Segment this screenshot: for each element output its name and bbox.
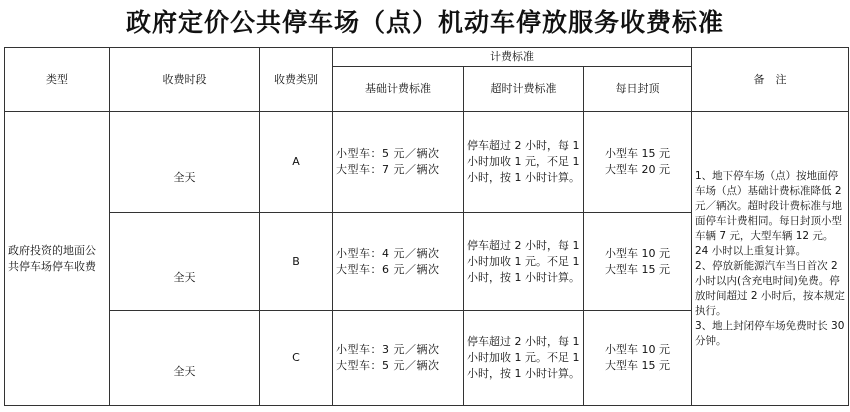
period-cell: 全天 <box>110 213 260 311</box>
header-type: 类型 <box>5 48 110 112</box>
period-cell: 全天 <box>110 311 260 406</box>
overtime-fee-cell: 停车超过 2 小时，每 1 小时加收 1 元。不足 1 小时，按 1 小时计算。 <box>464 311 584 406</box>
daily-cap-cell: 小型车 15 元 大型车 20 元 <box>584 112 692 213</box>
period-cell: 全天 <box>110 112 260 213</box>
page-title: 政府定价公共停车场（点）机动车停放服务收费标准 <box>125 8 724 37</box>
header-remarks: 备 注 <box>692 48 849 112</box>
basic-fee-cell: 小型车：3 元／辆次 大型车：5 元／辆次 <box>333 311 464 406</box>
basic-fee-cell: 小型车：5 元／辆次 大型车：7 元／辆次 <box>333 112 464 213</box>
header-basic: 基础计费标准 <box>333 67 464 112</box>
daily-cap-cell: 小型车 10 元 大型车 15 元 <box>584 311 692 406</box>
type-cell: 政府投资的地面公共停车场停车收费 <box>5 112 110 406</box>
header-daily-cap: 每日封顶 <box>584 67 692 112</box>
overtime-fee-cell: 停车超过 2 小时，每 1 小时加收 1 元。不足 1 小时，按 1 小时计算。 <box>464 213 584 311</box>
header-category: 收费类别 <box>260 48 333 112</box>
overtime-fee-cell: 停车超过 2 小时，每 1 小时加收 1 元，不足 1 小时，按 1 小时计算。 <box>464 112 584 213</box>
header-period: 收费时段 <box>110 48 260 112</box>
fee-table <box>4 47 849 406</box>
category-cell: B <box>260 213 333 311</box>
daily-cap-cell: 小型车 10 元 大型车 15 元 <box>584 213 692 311</box>
basic-fee-cell: 小型车：4 元／辆次 大型车：6 元／辆次 <box>333 213 464 311</box>
table-row <box>5 112 849 213</box>
remarks-cell: 1、地下停车场（点）按地面停车场（点）基础计费标准降低 2 元／辆次。超时段计费标准与地面停车计费相同。每日封顶小型车辆 7 元，大型车辆 12 元。24 小时以上重复计算。 2、停放新能源汽车当日首次 2 小时以内(含充电时间)免费。停放时间超过 2 小时后，按本规定执行。 3、地上封闭停车场免费时长 30 分钟。 <box>692 112 849 406</box>
header-fee-standard: 计费标准 <box>333 48 692 67</box>
header-overtime: 超时计费标准 <box>464 67 584 112</box>
category-cell: C <box>260 311 333 406</box>
category-cell: A <box>260 112 333 213</box>
